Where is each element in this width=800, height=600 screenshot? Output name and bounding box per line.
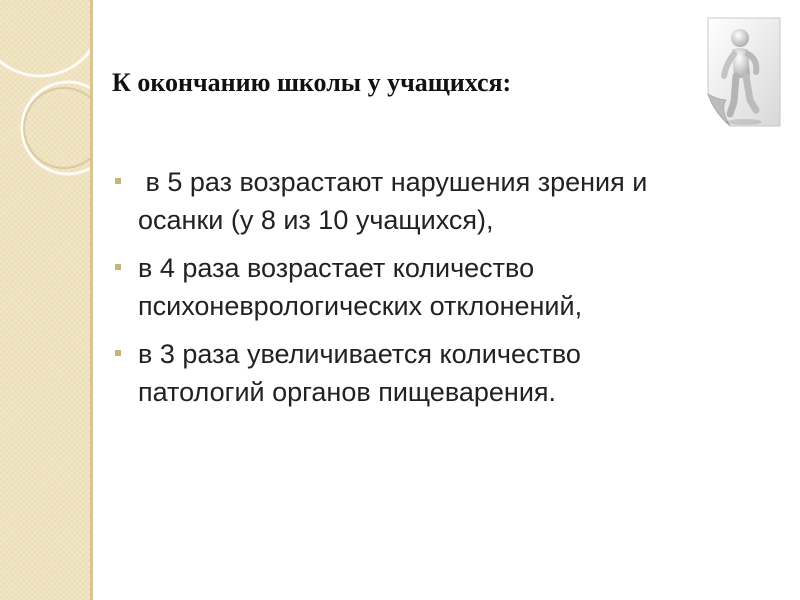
bullet-item bbox=[112, 163, 712, 239]
decorative-side-band bbox=[0, 0, 90, 600]
bullet-text: в 4 раза возрастает количество психоневрологических отклонений, bbox=[138, 253, 583, 321]
bullet-square-icon bbox=[115, 264, 121, 270]
bullet-square-icon bbox=[115, 350, 121, 356]
bullet-list bbox=[112, 163, 712, 421]
bullet-text: в 5 раз возрастают нарушения зрения и осанки (у 8 из 10 учащихся), bbox=[138, 167, 655, 235]
slide-title: К окончанию школы у учащихся: bbox=[112, 68, 512, 97]
decorative-circles bbox=[0, 0, 90, 600]
bullet-text: в 3 раза увеличивается количество патологий органов пищеварения. bbox=[138, 339, 581, 407]
3d-person-pushing-page-curl-icon bbox=[700, 14, 790, 134]
bullet-item bbox=[112, 249, 712, 325]
bullet-item bbox=[112, 335, 712, 411]
bullet-square-icon bbox=[115, 178, 121, 184]
band-divider bbox=[90, 0, 93, 600]
